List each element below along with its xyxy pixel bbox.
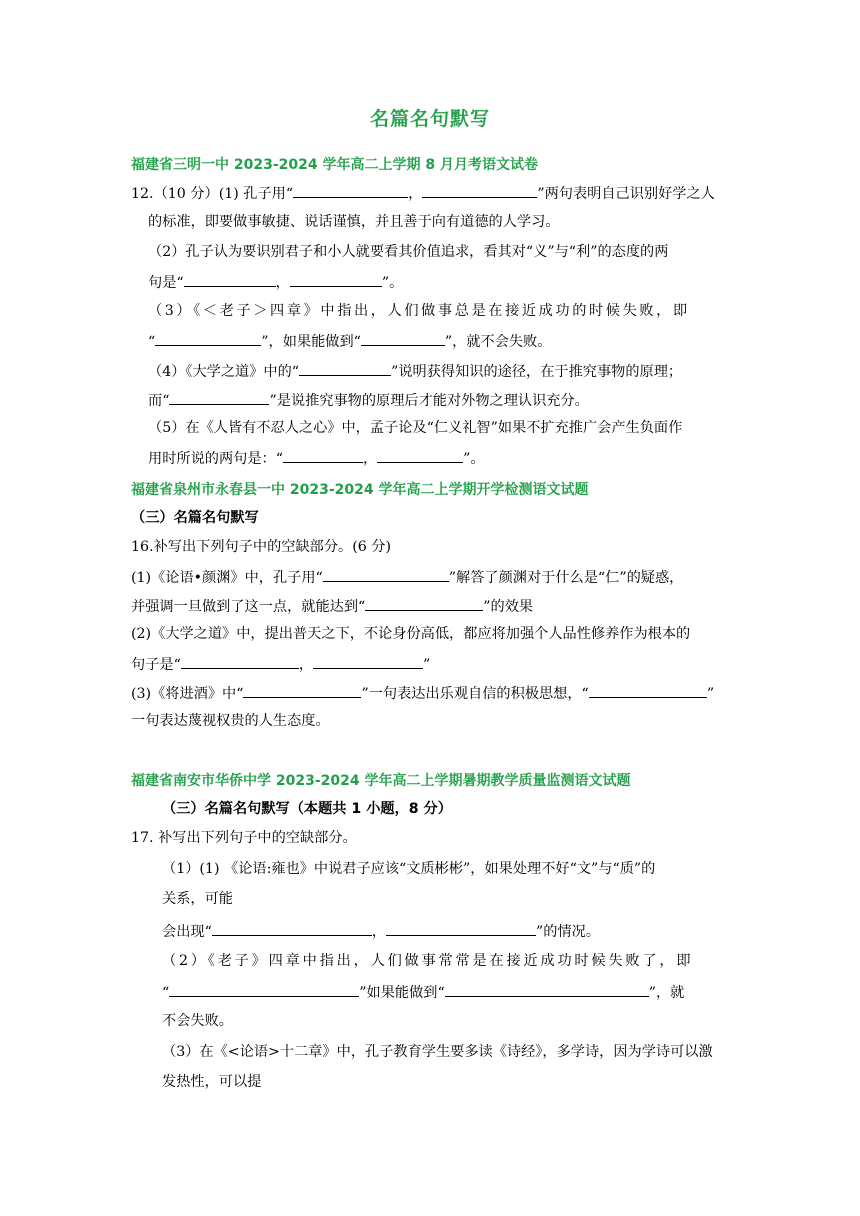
q17-p1-line2: 关系，可能: [162, 891, 233, 907]
q17-p2-text: ”如果能做到“: [359, 985, 445, 1001]
answer-blank[interactable]: [365, 595, 483, 611]
q17-p2-line3: 不会失败。: [162, 1013, 233, 1029]
answer-blank[interactable]: [184, 271, 276, 287]
q16-p3-text: ”: [706, 686, 715, 702]
q12-p5-text: 用时所说的两句是：“: [148, 451, 283, 467]
q17-p2-text: ”，就: [648, 985, 685, 1001]
q12-p2-line2: [148, 271, 403, 293]
answer-blank[interactable]: [155, 330, 261, 346]
q16-p2-line2: [131, 653, 430, 675]
answer-blank[interactable]: [293, 182, 408, 198]
q12-p3-line2: [148, 330, 551, 352]
q16-p1-text: ”的效果: [483, 599, 534, 615]
q12-text-b: ，: [408, 186, 423, 202]
q12-p4-text: （4）《大学之道》中的“: [148, 364, 300, 380]
answer-blank[interactable]: [283, 447, 363, 463]
q16-p3-text: ”一句表达出乐观自信的积极思想，“: [361, 686, 589, 702]
answer-blank[interactable]: [323, 566, 449, 582]
q17-p1-line1: （1）(1) 《论语:雍也》中说君子应该“文质彬彬”，如果处理不好“文”与“质”的: [162, 861, 656, 877]
answer-blank[interactable]: [169, 981, 359, 997]
source-heading-nanan: 福建省南安市华侨中学 2023-2024 学年高二上学期暑期教学质量监测语文试题: [131, 773, 631, 789]
q16-p2-text: ”: [423, 657, 431, 673]
q16-p2-text: 句子是“: [131, 657, 181, 673]
q12-p3-line1: （3）《＜老子＞四章》中指出，人们做事总是在接近成功的时候失败，即: [148, 303, 690, 319]
section-heading: （三）名篇名句默写（本题共 1 小题，8 分）: [162, 801, 452, 817]
q12-p3-text: ”，如果能做到“: [261, 334, 361, 350]
q12-p4-text: 而“: [148, 393, 170, 409]
q12-p4-line2: [148, 389, 589, 411]
q17-p3-line2: 发热性，可以提: [162, 1074, 262, 1090]
q17-p1-text: ”的情况。: [536, 924, 601, 940]
q16-p1-line1: [131, 566, 683, 588]
answer-blank[interactable]: [212, 920, 372, 936]
q12-p5-text: ，: [362, 451, 378, 467]
q12-p5-line2: [148, 447, 485, 469]
q17-p2-line1: （2）《老子》四章中指出，人们做事常常是在接近成功时候失败了，即: [162, 953, 694, 969]
q17-p2-text: “: [162, 985, 170, 1001]
q12-p2-line1: （2）孔子认为要识别君子和小人就要看其价值追求，看其对“义”与“利”的态度的两: [148, 244, 669, 260]
q12-p3-text: ”，就不会失败。: [444, 334, 552, 350]
q17-p1-text: 会出现“: [162, 924, 212, 940]
q16-p1-line2: [131, 595, 533, 617]
source-heading-yongchun: 福建省泉州市永春县一中 2023-2024 学年高二上学期开学检测语文试题: [131, 482, 589, 498]
answer-blank[interactable]: [243, 682, 361, 698]
q17-p2-line2: [162, 981, 684, 1003]
source-heading-sanming: 福建省三明一中 2023-2024 学年高二上学期 8 月月考语文试卷: [131, 157, 538, 173]
q12-text-a: 12.（10 分）(1) 孔子用“: [131, 186, 294, 202]
q17-p3-line1: （3）在《<论语>十二章》中，孔子教育学生要多读《诗经》，多学诗，因为学诗可以激: [162, 1044, 713, 1060]
q16-p3-line1: [131, 682, 714, 704]
answer-blank[interactable]: [299, 360, 391, 376]
q16-p2-line1: (2)《大学之道》中，提出普天之下，不论身份高低，都应将加强个人品性修养作为根本的: [131, 626, 691, 642]
q12-text-c: ”两句表明自己识别好学之人: [537, 186, 715, 202]
q17-stem: 17. 补写出下列句子中的空缺部分。: [131, 830, 357, 846]
answer-blank[interactable]: [169, 389, 269, 405]
q16-p1-text: (1)《论语•颜渊》中，孔子用“: [131, 570, 323, 586]
q12-p2-text: ，: [275, 275, 290, 291]
q16-p3-text: (3)《将进酒》中“: [131, 686, 244, 702]
section-heading: （三）名篇名句默写: [131, 510, 259, 526]
q12-p5-text: ”。: [463, 451, 485, 467]
q16-p1-text: ”解答了颜渊对于什么是“仁”的疑惑，: [448, 570, 684, 586]
answer-blank[interactable]: [290, 271, 382, 287]
q17-p1-text: ，: [371, 924, 387, 940]
q12-p4-text: ”说明获得知识的途径，在于推究事物的原理；: [391, 364, 683, 380]
answer-blank[interactable]: [422, 182, 537, 198]
answer-blank[interactable]: [181, 653, 299, 669]
page-title: 名篇名句默写: [369, 108, 490, 130]
q16-p3-line2: 一句表达蔑视权贵的人生态度。: [131, 713, 330, 729]
q12-p2-text: 句是“: [148, 275, 184, 291]
answer-blank[interactable]: [313, 653, 423, 669]
q12-p4-text: ”是说推究事物的原理后才能对外物之理认识充分。: [269, 393, 589, 409]
q12-p4-line1: [148, 360, 682, 382]
q12-line1: [131, 182, 715, 204]
q12-p3-text: “: [148, 334, 156, 350]
answer-blank[interactable]: [361, 330, 445, 346]
q16-p2-text: ，: [298, 657, 314, 673]
q12-line2: 的标准，即要做事敏捷、说话谨慎，并且善于向有道德的人学习。: [148, 214, 560, 230]
answer-blank[interactable]: [386, 920, 536, 936]
q16-stem: 16.补写出下列句子中的空缺部分。(6 分): [131, 539, 391, 555]
q12-p5-line1: （5）在《人皆有不忍人之心》中，孟子论及“仁义礼智”如果不扩充推广会产生负面作: [148, 420, 683, 436]
answer-blank[interactable]: [445, 981, 649, 997]
answer-blank[interactable]: [589, 682, 707, 698]
q17-p1-line3: [162, 920, 600, 942]
q12-p2-text: ”。: [381, 275, 404, 291]
answer-blank[interactable]: [377, 447, 463, 463]
q16-p1-text: 并强调一旦做到了这一点，就能达到“: [131, 599, 366, 615]
